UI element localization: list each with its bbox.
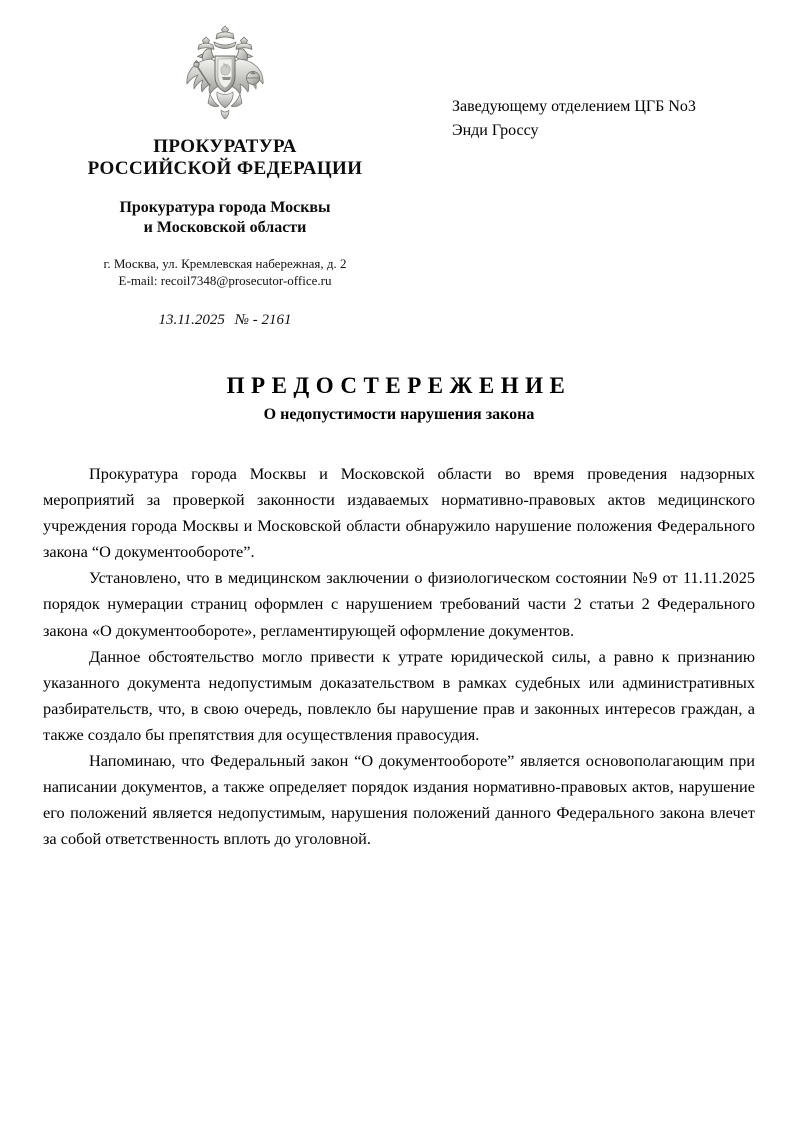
body-paragraph: Данное обстоятельство могло привести к утрате юридической силы, а равно к признанию указанного документа недопустимым доказательством в рамках судебных или административных разбирательств, что, в свою очередь, повлекло бы нарушение прав и законных интересов граждан, а также создало бы препятствия для осуществления правосудия. [43,646,755,744]
organization-title [40,136,410,180]
document-number: № - 2161 [234,312,292,328]
email-address: E-mail: recoil7348@prosecutor-office.ru [118,273,332,288]
document-date: 13.11.2025 [158,312,225,328]
letterhead-block [40,22,410,329]
document-reference-line [40,311,410,329]
russian-coat-of-arms-double-headed-eagle-icon [177,22,273,126]
addressee-block [452,95,772,143]
page-title: ПРЕДОСТЕРЕЖЕНИЕ [226,373,572,398]
document-title-block [43,372,755,425]
postal-address: г. Москва, ул. Кремлевская набережная, д. 2 [103,256,347,271]
department-name-line2: и Московской области [143,219,307,236]
department-name-line1: Прокуратура города Москвы [119,199,331,216]
organization-title-line1: ПРОКУРАТУРА [153,136,297,157]
addressee-position: Заведующему отделением ЦГБ No3 [452,98,696,115]
addressee-name: Энди Гроссу [452,122,539,139]
page-subtitle: О недопустимости нарушения закона [263,406,535,423]
body-paragraph: Напоминаю, что Федеральный закон “О документообороте” является основополагающим при написании документов, а также определяет порядок издания нормативно-правовых актов, нарушение его положений является недопустимым, нарушения положений данного Федерального закона влечет за собой ответственность вплоть до уголовной. [43,751,755,849]
contact-block [40,255,410,289]
letterhead-header [0,0,795,360]
body-paragraph: Прокуратура города Москвы и Московской области во время проведения надзорных мероприятий за проверкой законности издаваемых нормативно-правовых актов медицинского учреждения города Москвы и Московской области обнаружило нарушение положения Федерального закона “О документообороте”. [43,464,755,562]
document-body [43,461,755,852]
body-paragraph: Установлено, что в медицинском заключении о физиологическом состоянии №9 от 11.11.2025 порядок нумерации страниц оформлен с нарушением требований части 2 статьи 2 Федерального закона «О документообороте», регламентирующей оформление документов. [43,568,755,640]
organization-title-line2: РОССИЙСКОЙ ФЕДЕРАЦИИ [87,158,363,179]
department-name [40,198,410,238]
